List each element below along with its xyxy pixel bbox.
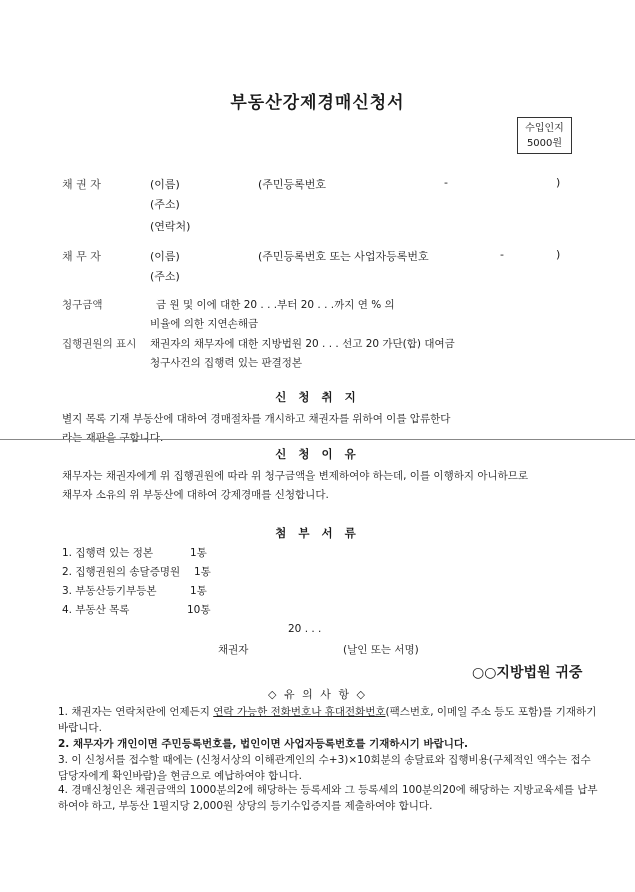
purpose-line-1: 별지 목록 기재 부동산에 대하여 경매절차를 개시하고 채권자를 위하여 이를 압류한다 (62, 413, 451, 425)
creditor-label: 채 권 자 (62, 178, 101, 191)
note-1-underlined: 연락 가능한 전화번호나 휴대전화번호 (213, 706, 386, 718)
section-divider (0, 439, 635, 440)
reason-line-1: 채무자는 채권자에게 위 집행권원에 따라 위 청구금액을 변제하여야 하는데, 이를 이행하지 아니하므로 (62, 470, 529, 482)
page-title: 부동산강제경매신청서 (230, 93, 405, 113)
stamp-label: 수입인지 (525, 123, 564, 134)
debtor-label: 채 무 자 (62, 250, 101, 263)
attachment-item-name: 4. 부동산 목록 (62, 604, 130, 616)
debtor-address-field: (주소) (150, 270, 180, 283)
reason-heading: 신 청 이 유 (275, 447, 360, 461)
creditor-address-field: (주소) (150, 198, 180, 211)
creditor-rrn-dash: - (444, 176, 448, 189)
purpose-line-2: 라는 재판을 구합니다. (62, 432, 164, 444)
execution-title-line-1: 채권자의 채무자에 대한 지방법원 20 . . . 선고 20 가단(합) 대여금 (150, 338, 455, 350)
debtor-name-field: (이름) (150, 250, 180, 263)
reason-line-2: 채무자 소유의 위 부동산에 대하여 강제경매를 신청합니다. (62, 489, 329, 501)
attachment-item-name: 2. 집행권원의 송달증명원 (62, 566, 181, 578)
court-addressee: ○○지방법원 귀중 (472, 665, 583, 681)
note-item-2: 2. 채무자가 개인이면 주민등록번호를, 법인이면 사업자등록번호를 기재하시기 바랍니다. (58, 738, 469, 750)
note-1-prefix: 1. 채권자는 연락처란에 언제든지 (58, 706, 214, 718)
debtor-rrn-dash: - (500, 248, 504, 261)
note-item-1 (58, 704, 598, 736)
execution-title-label: 집행권원의 표시 (62, 338, 137, 350)
stamp-amount: 5000원 (526, 138, 563, 149)
attachment-item-count: 1통 (194, 566, 211, 578)
attachments-heading: 첨 부 서 류 (275, 526, 360, 540)
notes-heading: ◇ 유 의 사 항 ◇ (268, 688, 367, 701)
debtor-rrn-field: (주민등록번호 또는 사업자등록번호 (258, 250, 429, 263)
signer-label: 채권자 (218, 644, 249, 656)
note-item-4: 4. 경매신청인은 채권금액의 1000분의2에 해당하는 등록세와 그 등록세의 100분의20에 해당하는 지방교육세를 납부하여야 하고, 부동산 1필지당 2,000원 상당의 등기수입증지를 제출하여야 합니다. (58, 784, 598, 812)
debtor-rrn-close: ) (556, 248, 561, 261)
application-date: 20 . . . (288, 623, 322, 635)
signature-placeholder: (날인 또는 서명) (343, 644, 419, 656)
creditor-contact-field: (연락처) (150, 220, 191, 233)
attachment-item-name: 3. 부동산등기부등본 (62, 585, 157, 597)
attachment-item-count: 1통 (190, 547, 207, 559)
attachment-item-count: 10통 (187, 604, 211, 616)
purpose-heading: 신 청 취 지 (275, 390, 360, 404)
note-1-suffix: (팩스번호, 이메일 주소 등도 포함)를 기재하기 바랍니다. (58, 706, 597, 734)
note-item-3: 3. 이 신청서를 접수할 때에는 (신청서상의 이해관계인의 수+3)×10회분의 송달료와 집행비용(구체적인 액수는 접수담당자에게 확인바람)을 현금으로 예납하여야 합니다. (58, 754, 591, 782)
attachment-item-count: 1통 (190, 585, 207, 597)
claim-line-1: 금 원 및 이에 대한 20 . . .부터 20 . . .까지 연 % 의 (156, 299, 395, 311)
claim-line-2: 비율에 의한 지연손해금 (150, 318, 259, 330)
revenue-stamp-box (517, 117, 572, 154)
attachment-item-name: 1. 집행력 있는 정본 (62, 547, 154, 559)
creditor-rrn-field: (주민등록번호 (258, 178, 327, 191)
claim-label: 청구금액 (62, 299, 103, 311)
creditor-rrn-close: ) (556, 176, 561, 189)
execution-title-line-2: 청구사건의 집행력 있는 판결정본 (150, 357, 303, 369)
creditor-name-field: (이름) (150, 178, 180, 191)
